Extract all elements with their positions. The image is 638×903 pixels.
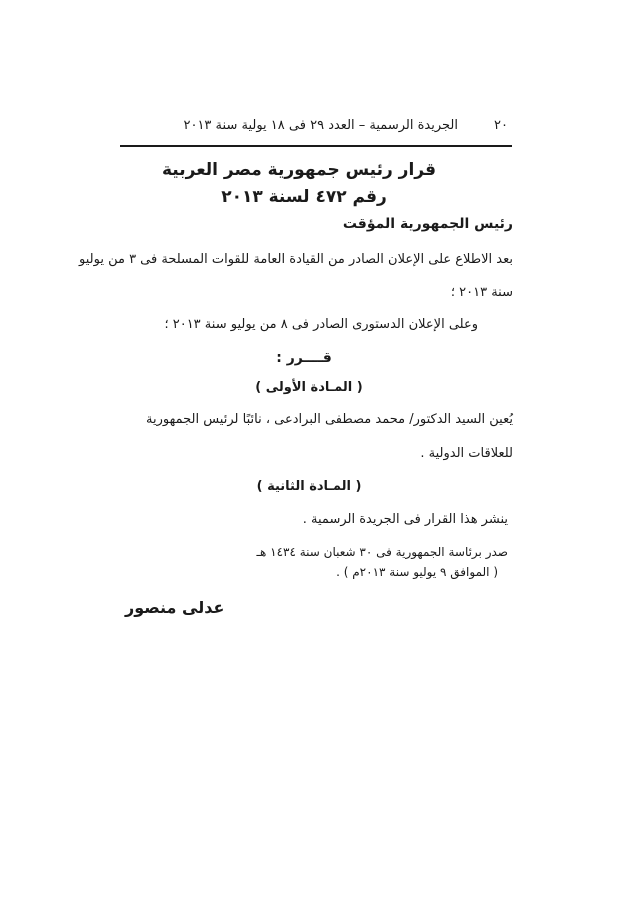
issued-date-line: صدر برئاسة الجمهورية فى ٣٠ شعبان سنة ١٤٣٤ هـ: [256, 545, 508, 559]
preamble-line: سنة ٢٠١٣ ؛: [450, 285, 513, 300]
page-number: ٢٠: [494, 118, 508, 133]
article-2-heading: ( المـادة الثانية ): [256, 479, 362, 494]
article-1-text: يُعين السيد الدكتور/ محمد مصطفى البرادعى ، نائبًا لرئيس الجمهورية: [146, 412, 513, 427]
gazette-header-title: الجريدة الرسمية – العدد ٢٩ فى ١٨ يولية سنة ٢٠١٣: [183, 118, 458, 133]
article-1-text: للعلاقات الدولية .: [420, 446, 513, 461]
header-divider: [120, 145, 512, 147]
signature-name: عدلى منصور: [125, 598, 225, 617]
decree-number: رقم ٤٧٢ لسنة ٢٠١٣: [221, 187, 387, 207]
decided-heading: قــــرر :: [276, 350, 332, 366]
decree-title: قرار رئيس جمهورية مصر العربية: [161, 160, 436, 180]
preamble-line: وعلى الإعلان الدستورى الصادر فى ٨ من يوليو سنة ٢٠١٣ ؛: [164, 317, 478, 332]
preamble-line: بعد الاطلاع على الإعلان الصادر من القيادة العامة للقوات المسلحة فى ٣ من يوليو: [79, 252, 513, 267]
issued-date-line: ( الموافق ٩ يوليو سنة ٢٠١٣م ) .: [336, 565, 498, 579]
article-1-heading: ( المـادة الأولى ): [255, 380, 363, 395]
article-2-text: ينشر هذا القرار فى الجريدة الرسمية .: [302, 512, 508, 527]
issuer-heading: رئيس الجمهورية المؤقت: [342, 216, 513, 232]
